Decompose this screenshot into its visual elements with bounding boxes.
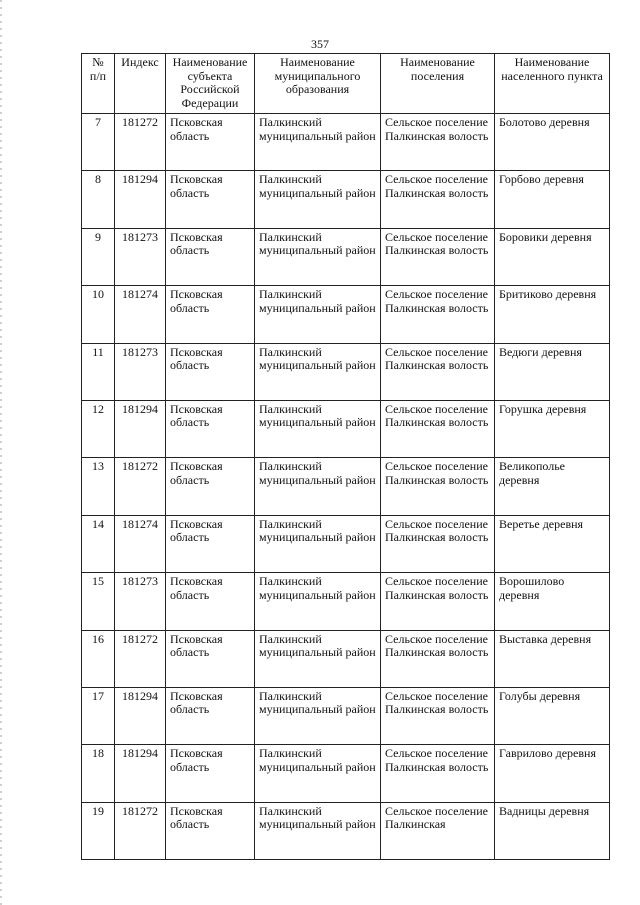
cell-municipality: Палкинский муниципальный район xyxy=(255,687,381,744)
cell-index: 181294 xyxy=(115,745,166,802)
table-header xyxy=(82,54,610,114)
cell-settlement: Сельское поселение Палкинская волость xyxy=(381,515,495,572)
cell-locality: Голубы деревня xyxy=(495,687,610,744)
cell-subject: Псковская область xyxy=(166,114,255,171)
table-row xyxy=(82,171,610,228)
cell-num: 10 xyxy=(82,286,115,343)
cell-locality: Вадницы деревня xyxy=(495,802,610,859)
cell-locality: Веретье деревня xyxy=(495,515,610,572)
cell-index: 181272 xyxy=(115,630,166,687)
header-row xyxy=(82,54,610,114)
table-row xyxy=(82,400,610,457)
cell-settlement: Сельское поселение Палкинская волость xyxy=(381,228,495,285)
cell-index: 181272 xyxy=(115,458,166,515)
cell-municipality: Палкинский муниципальный район xyxy=(255,458,381,515)
header-settlement: Наименование поселения xyxy=(381,54,495,114)
cell-subject: Псковская область xyxy=(166,286,255,343)
cell-subject: Псковская область xyxy=(166,343,255,400)
cell-municipality: Палкинский муниципальный район xyxy=(255,515,381,572)
cell-index: 181274 xyxy=(115,286,166,343)
cell-locality: Ворошилово деревня xyxy=(495,573,610,630)
cell-subject: Псковская область xyxy=(166,400,255,457)
cell-index: 181273 xyxy=(115,573,166,630)
cell-index: 181273 xyxy=(115,228,166,285)
cell-locality: Болотово деревня xyxy=(495,114,610,171)
table-row xyxy=(82,802,610,859)
cell-locality: Гаврилово деревня xyxy=(495,745,610,802)
table-row xyxy=(82,745,610,802)
cell-settlement: Сельское поселение Палкинская волость xyxy=(381,630,495,687)
cell-subject: Псковская область xyxy=(166,171,255,228)
cell-num: 13 xyxy=(82,458,115,515)
cell-num: 15 xyxy=(82,573,115,630)
cell-settlement: Сельское поселение Палкинская волость xyxy=(381,171,495,228)
cell-num: 19 xyxy=(82,802,115,859)
cell-subject: Псковская область xyxy=(166,745,255,802)
cell-locality: Горушка деревня xyxy=(495,400,610,457)
cell-index: 181294 xyxy=(115,400,166,457)
table-row xyxy=(82,114,610,171)
cell-locality: Боровики деревня xyxy=(495,228,610,285)
header-num: № п/п xyxy=(82,54,115,114)
cell-subject: Псковская область xyxy=(166,687,255,744)
cell-settlement: Сельское поселение Палкинская xyxy=(381,802,495,859)
table-row xyxy=(82,515,610,572)
cell-locality: Бритиково деревня xyxy=(495,286,610,343)
cell-settlement: Сельское поселение Палкинская волость xyxy=(381,745,495,802)
table-row xyxy=(82,343,610,400)
cell-settlement: Сельское поселение Палкинская волость xyxy=(381,687,495,744)
scan-edge-artifact xyxy=(0,0,2,905)
cell-locality: Горбово деревня xyxy=(495,171,610,228)
cell-municipality: Палкинский муниципальный район xyxy=(255,286,381,343)
cell-num: 18 xyxy=(82,745,115,802)
cell-locality: Ведюги деревня xyxy=(495,343,610,400)
cell-num: 14 xyxy=(82,515,115,572)
cell-municipality: Палкинский муниципальный район xyxy=(255,343,381,400)
header-locality: Наименование населенного пункта xyxy=(495,54,610,114)
header-subject: Наименование субъекта Российской Федерации xyxy=(166,54,255,114)
cell-num: 9 xyxy=(82,228,115,285)
table-row xyxy=(82,573,610,630)
cell-subject: Псковская область xyxy=(166,573,255,630)
cell-index: 181294 xyxy=(115,687,166,744)
cell-municipality: Палкинский муниципальный район xyxy=(255,573,381,630)
cell-num: 8 xyxy=(82,171,115,228)
header-municipality: Наименование муниципального образования xyxy=(255,54,381,114)
cell-subject: Псковская область xyxy=(166,802,255,859)
table-row xyxy=(82,228,610,285)
cell-num: 11 xyxy=(82,343,115,400)
cell-settlement: Сельское поселение Палкинская волость xyxy=(381,573,495,630)
cell-num: 17 xyxy=(82,687,115,744)
cell-subject: Псковская область xyxy=(166,458,255,515)
cell-subject: Псковская область xyxy=(166,630,255,687)
cell-municipality: Палкинский муниципальный район xyxy=(255,171,381,228)
cell-settlement: Сельское поселение Палкинская волость xyxy=(381,400,495,457)
cell-settlement: Сельское поселение Палкинская волость xyxy=(381,286,495,343)
cell-num: 12 xyxy=(82,400,115,457)
cell-municipality: Палкинский муниципальный район xyxy=(255,802,381,859)
cell-locality: Выставка деревня xyxy=(495,630,610,687)
cell-settlement: Сельское поселение Палкинская волость xyxy=(381,114,495,171)
cell-settlement: Сельское поселение Палкинская волость xyxy=(381,458,495,515)
table-row xyxy=(82,687,610,744)
cell-municipality: Палкинский муниципальный район xyxy=(255,745,381,802)
cell-municipality: Палкинский муниципальный район xyxy=(255,228,381,285)
table-row xyxy=(82,286,610,343)
header-index: Индекс xyxy=(115,54,166,114)
cell-index: 181294 xyxy=(115,171,166,228)
table-body xyxy=(82,114,610,860)
cell-subject: Псковская область xyxy=(166,515,255,572)
cell-index: 181274 xyxy=(115,515,166,572)
table-row xyxy=(82,630,610,687)
cell-municipality: Палкинский муниципальный район xyxy=(255,400,381,457)
cell-subject: Псковская область xyxy=(166,228,255,285)
settlements-table xyxy=(81,53,610,860)
cell-num: 16 xyxy=(82,630,115,687)
cell-index: 181272 xyxy=(115,114,166,171)
page-number: 357 xyxy=(311,37,329,51)
cell-settlement: Сельское поселение Палкинская волость xyxy=(381,343,495,400)
table-row xyxy=(82,458,610,515)
cell-municipality: Палкинский муниципальный район xyxy=(255,114,381,171)
cell-num: 7 xyxy=(82,114,115,171)
cell-index: 181272 xyxy=(115,802,166,859)
cell-locality: Великополье деревня xyxy=(495,458,610,515)
cell-municipality: Палкинский муниципальный район xyxy=(255,630,381,687)
cell-index: 181273 xyxy=(115,343,166,400)
